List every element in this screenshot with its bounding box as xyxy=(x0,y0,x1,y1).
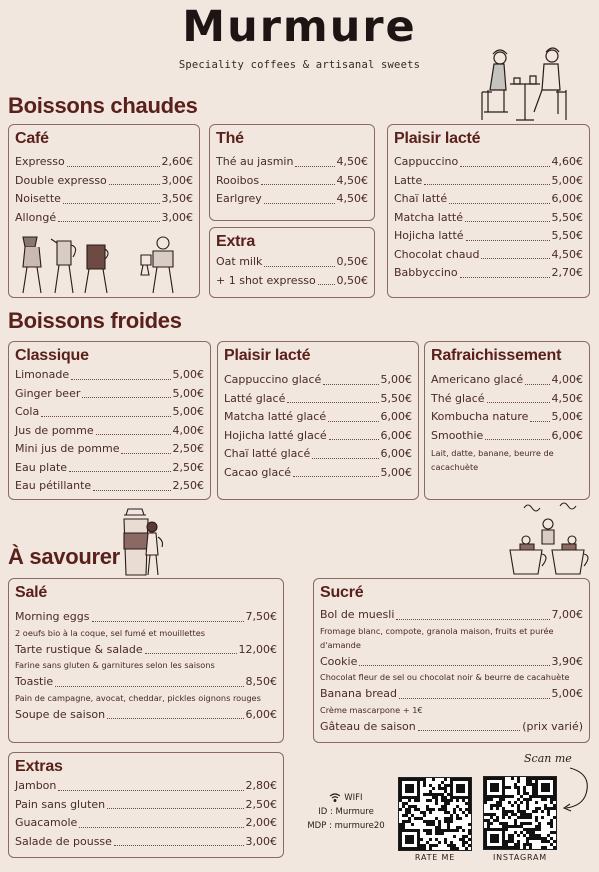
dot-leader xyxy=(58,790,243,791)
item-price: 4,50€ xyxy=(336,192,368,205)
item-name: Rooibos xyxy=(216,173,260,187)
item-name: Cappuccino xyxy=(394,155,459,168)
item-name: Jus de pomme xyxy=(15,423,94,437)
menu-item xyxy=(15,209,193,228)
wifi-header xyxy=(298,791,394,805)
wifi-label: WIFI xyxy=(344,793,363,803)
item-name: Bol de muesli xyxy=(320,608,395,621)
item-name: Ginger beer xyxy=(15,386,81,400)
dot-leader xyxy=(71,379,170,380)
dot-leader xyxy=(79,827,243,828)
item-name: Chaï latté xyxy=(394,192,448,205)
item-price: 7,00€ xyxy=(551,608,583,621)
card-title: Salé xyxy=(15,584,48,601)
menu-item xyxy=(216,172,368,191)
item-name: Banana bread xyxy=(320,687,397,700)
item-name: Cola xyxy=(15,405,40,418)
item-name: Latté glacé xyxy=(224,391,286,405)
item-note: Pain de campagne, avocat, cheddar, pickles oignons rouges xyxy=(15,692,261,703)
menu-item xyxy=(15,796,277,815)
dot-leader xyxy=(525,384,549,385)
item-price: 5,50€ xyxy=(551,229,583,242)
cup-couple-illustration xyxy=(118,505,168,579)
menu-item xyxy=(15,833,277,852)
dot-leader xyxy=(460,277,550,278)
dot-leader xyxy=(264,266,334,267)
card-the xyxy=(209,124,375,221)
item-price: 3,00€ xyxy=(245,834,277,848)
menu-item xyxy=(15,814,277,833)
dot-leader xyxy=(312,458,378,459)
card-rafraichissement xyxy=(424,341,590,500)
dot-leader xyxy=(399,698,550,699)
item-name: Soupe de saison xyxy=(15,707,106,721)
item-name: Smoothie xyxy=(431,428,484,442)
dot-leader xyxy=(359,665,549,666)
dot-leader xyxy=(460,166,549,167)
menu-item xyxy=(320,718,583,737)
item-name: Latte xyxy=(394,173,423,187)
menu-item xyxy=(224,427,412,446)
menu-item xyxy=(15,172,193,191)
item-price: 8,50€ xyxy=(245,675,277,688)
item-name: Hojicha latté glacé xyxy=(224,428,327,442)
item-name: Limonade xyxy=(15,368,70,381)
menu-item xyxy=(394,246,583,265)
section-food: À savourer xyxy=(8,544,120,569)
menu-item xyxy=(15,422,204,441)
item-name: Cookie xyxy=(320,654,358,668)
item-note: Fromage blanc, compote, granola maison, fruits et purée d'amande xyxy=(320,625,554,650)
dot-leader xyxy=(114,845,244,846)
card-title: Thé xyxy=(216,130,244,147)
wifi-icon xyxy=(329,793,341,802)
item-name: Toastie xyxy=(15,675,54,688)
item-price: 3,00€ xyxy=(161,210,193,224)
dot-leader xyxy=(465,221,550,222)
dot-leader xyxy=(485,439,549,440)
item-price: 4,60€ xyxy=(551,155,583,168)
menu-list xyxy=(15,153,193,227)
card-sale xyxy=(8,578,284,743)
item-note: Lait, datte, banane, beurre de cacachuète xyxy=(431,448,554,472)
item-name: Oat milk xyxy=(216,255,263,268)
item-name: Matcha latté glacé xyxy=(224,410,327,423)
item-price: 7,50€ xyxy=(245,610,277,623)
dot-leader xyxy=(449,203,549,204)
item-price: 5,50€ xyxy=(551,210,583,224)
menu-item xyxy=(394,172,583,191)
dot-leader xyxy=(328,421,378,422)
item-price: 5,00€ xyxy=(172,386,204,400)
item-price: 4,50€ xyxy=(336,173,368,187)
item-name: Eau pétillante xyxy=(15,479,92,492)
menu-item xyxy=(15,440,204,459)
menu-item xyxy=(431,371,583,390)
item-price: 5,00€ xyxy=(172,405,204,418)
item-price: 6,00€ xyxy=(551,428,583,442)
instagram-label: INSTAGRAM xyxy=(492,853,548,862)
menu-item xyxy=(320,685,583,704)
menu-item xyxy=(15,608,277,627)
menu-item xyxy=(394,209,583,228)
item-name: Jambon xyxy=(15,779,57,792)
item-price: 6,00€ xyxy=(380,447,412,460)
card-title: Sucré xyxy=(320,584,364,601)
dot-leader xyxy=(264,203,335,204)
item-price: 3,90€ xyxy=(551,654,583,668)
menu-item xyxy=(431,390,583,409)
dot-leader xyxy=(93,490,170,491)
wifi-id: ID : Murmure xyxy=(318,807,374,817)
section-hot-drinks: Boissons chaudes xyxy=(8,93,198,118)
card-plaisir-lacte-hot xyxy=(387,124,590,298)
dot-leader xyxy=(107,808,243,809)
item-name: Double expresso xyxy=(15,173,107,187)
item-name: Matcha latté xyxy=(394,210,463,224)
item-name: Thé au jasmin xyxy=(216,155,294,168)
item-name: Gâteau de saison xyxy=(320,719,416,733)
dot-leader xyxy=(323,384,378,385)
item-price: 0,50€ xyxy=(336,255,368,268)
card-title: Plaisir lacté xyxy=(224,347,311,364)
card-title: Extra xyxy=(216,233,256,250)
item-price: 5,50€ xyxy=(380,391,412,405)
item-price: 2,00€ xyxy=(245,816,277,829)
item-price: 4,00€ xyxy=(172,423,204,437)
item-name: Morning eggs xyxy=(15,610,90,623)
dot-leader xyxy=(55,686,243,687)
item-price: 0,50€ xyxy=(336,273,368,287)
item-note: Crème mascarpone + 1€ xyxy=(320,704,423,715)
item-price: 5,00€ xyxy=(172,368,204,381)
card-classique xyxy=(8,341,211,500)
menu-item xyxy=(394,227,583,246)
item-price: 3,00€ xyxy=(161,173,193,187)
wifi-password: MDP : murmure20 xyxy=(307,821,385,831)
rate-me-label: RATE ME xyxy=(414,853,456,862)
item-name: Pain sans gluten xyxy=(15,797,106,811)
dot-leader xyxy=(82,397,170,398)
menu-item xyxy=(224,371,412,390)
card-title: Extras xyxy=(15,758,63,775)
item-price: 3,50€ xyxy=(161,192,193,205)
item-note: Farine sans gluten & garnitures selon les saisons xyxy=(15,660,215,670)
menu-item xyxy=(320,653,583,672)
menu-item xyxy=(15,385,204,404)
people-in-cups-illustration xyxy=(506,500,590,580)
dot-leader xyxy=(481,258,549,259)
card-title: Café xyxy=(15,130,49,147)
item-name: Earlgrey xyxy=(216,192,262,205)
item-note: 2 oeufs bio à la coque, sel fumé et mouillettes xyxy=(15,627,206,638)
item-price: 2,50€ xyxy=(245,797,277,811)
dot-leader xyxy=(69,471,170,472)
qr-code-rate[interactable] xyxy=(398,777,472,851)
menu-item xyxy=(15,366,204,385)
item-price: 6,00€ xyxy=(380,410,412,423)
item-price: 2,50€ xyxy=(172,460,204,474)
dot-leader xyxy=(396,619,549,620)
menu-item xyxy=(15,706,277,725)
scan-me-label: Scan me xyxy=(524,752,572,765)
dot-leader xyxy=(261,184,334,185)
item-name: Allongé xyxy=(15,210,57,224)
item-price: 5,00€ xyxy=(551,687,583,700)
item-name: Mini jus de pomme xyxy=(15,442,120,455)
arrow-icon xyxy=(558,766,594,812)
card-plaisir-lacte-cold xyxy=(217,341,419,500)
card-title: Plaisir lacté xyxy=(394,130,481,147)
dot-leader xyxy=(466,240,550,241)
menu-item xyxy=(216,190,368,209)
card-title: Classique xyxy=(15,347,89,364)
menu-item xyxy=(216,253,368,272)
item-price: 2,60€ xyxy=(161,155,193,168)
menu-item xyxy=(394,264,583,283)
menu-item xyxy=(15,459,204,478)
dot-leader xyxy=(63,203,160,204)
qr-code-instagram[interactable] xyxy=(483,776,557,850)
menu-item xyxy=(224,390,412,409)
item-name: Cappuccino glacé xyxy=(224,373,322,386)
dot-leader xyxy=(58,221,159,222)
dot-leader xyxy=(67,166,160,167)
dot-leader xyxy=(96,434,171,435)
item-price: 5,00€ xyxy=(380,465,412,479)
item-price: 6,00€ xyxy=(551,192,583,205)
item-price: 2,50€ xyxy=(172,479,204,492)
item-name: Kombucha nature xyxy=(431,410,529,423)
item-name: + 1 shot expresso xyxy=(216,273,316,287)
dot-leader xyxy=(107,718,243,719)
item-name: Babbyccino xyxy=(394,266,458,279)
item-name: Chaï latté glacé xyxy=(224,447,311,460)
dot-leader xyxy=(145,653,237,654)
menu-item xyxy=(320,606,583,625)
item-name: Cacao glacé xyxy=(224,465,292,479)
card-extra xyxy=(209,227,375,298)
item-name: Guacamole xyxy=(15,816,78,829)
item-name: Tarte rustique & salade xyxy=(15,642,143,656)
item-price: 12,00€ xyxy=(238,642,277,656)
item-name: Eau plate xyxy=(15,460,68,474)
card-title: Rafraichissement xyxy=(431,347,562,364)
dot-leader xyxy=(293,476,378,477)
menu-item xyxy=(15,153,193,172)
menu-item xyxy=(15,403,204,422)
dot-leader xyxy=(487,402,550,403)
menu-item xyxy=(224,445,412,464)
dot-leader xyxy=(92,621,244,622)
menu-item xyxy=(394,190,583,209)
item-price: 4,50€ xyxy=(551,247,583,261)
item-name: Noisette xyxy=(15,192,61,205)
item-price: 4,00€ xyxy=(551,373,583,386)
menu-item xyxy=(15,641,277,660)
section-cold-drinks: Boissons froides xyxy=(8,308,182,333)
item-price: 6,00€ xyxy=(245,707,277,721)
dot-leader xyxy=(318,284,335,285)
menu-item xyxy=(394,153,583,172)
cafe-people-illustration xyxy=(476,46,572,126)
menu-item xyxy=(224,408,412,427)
item-price: (prix varié) xyxy=(522,719,583,733)
dot-leader xyxy=(530,421,549,422)
item-price: 2,50€ xyxy=(172,442,204,455)
menu-item xyxy=(431,427,583,446)
item-name: Salade de pousse xyxy=(15,834,112,848)
menu-item xyxy=(224,464,412,483)
item-name: Americano glacé xyxy=(431,373,524,386)
dot-leader xyxy=(109,184,160,185)
qr-pattern xyxy=(399,778,471,850)
menu-item xyxy=(431,408,583,427)
item-price: 4,50€ xyxy=(551,391,583,405)
item-name: Hojicha latté xyxy=(394,229,464,242)
item-price: 4,50€ xyxy=(336,155,368,168)
card-cafe xyxy=(8,124,200,298)
tagline: Speciality coffees & artisanal sweets xyxy=(178,59,421,71)
dot-leader xyxy=(424,184,549,185)
item-price: 6,00€ xyxy=(380,428,412,442)
dot-leader xyxy=(295,166,334,167)
brand-logo: Murmure xyxy=(182,2,417,52)
item-price: 5,00€ xyxy=(380,373,412,386)
card-extras xyxy=(8,752,284,858)
item-name: Expresso xyxy=(15,155,65,168)
dot-leader xyxy=(41,416,170,417)
coffee-pots-illustration xyxy=(15,231,185,297)
menu-item xyxy=(15,777,277,796)
item-price: 2,80€ xyxy=(245,779,277,792)
dot-leader xyxy=(287,402,378,403)
item-note: Chocolat fleur de sel ou chocolat noir & beurre de cacahuète xyxy=(320,672,570,682)
dot-leader xyxy=(329,439,379,440)
menu-item xyxy=(15,673,277,692)
wifi-info xyxy=(298,791,394,833)
item-price: 2,70€ xyxy=(551,266,583,279)
menu-item xyxy=(216,153,368,172)
card-sucre xyxy=(313,578,590,743)
item-price: 5,00€ xyxy=(551,173,583,187)
menu-item xyxy=(216,272,368,291)
item-name: Thé glacé xyxy=(431,391,485,405)
menu-item xyxy=(15,477,204,496)
dot-leader xyxy=(121,453,170,454)
menu-item xyxy=(15,190,193,209)
dot-leader xyxy=(418,730,520,731)
qr-pattern xyxy=(484,777,556,849)
item-name: Chocolat chaud xyxy=(394,247,480,261)
item-price: 5,00€ xyxy=(551,410,583,423)
